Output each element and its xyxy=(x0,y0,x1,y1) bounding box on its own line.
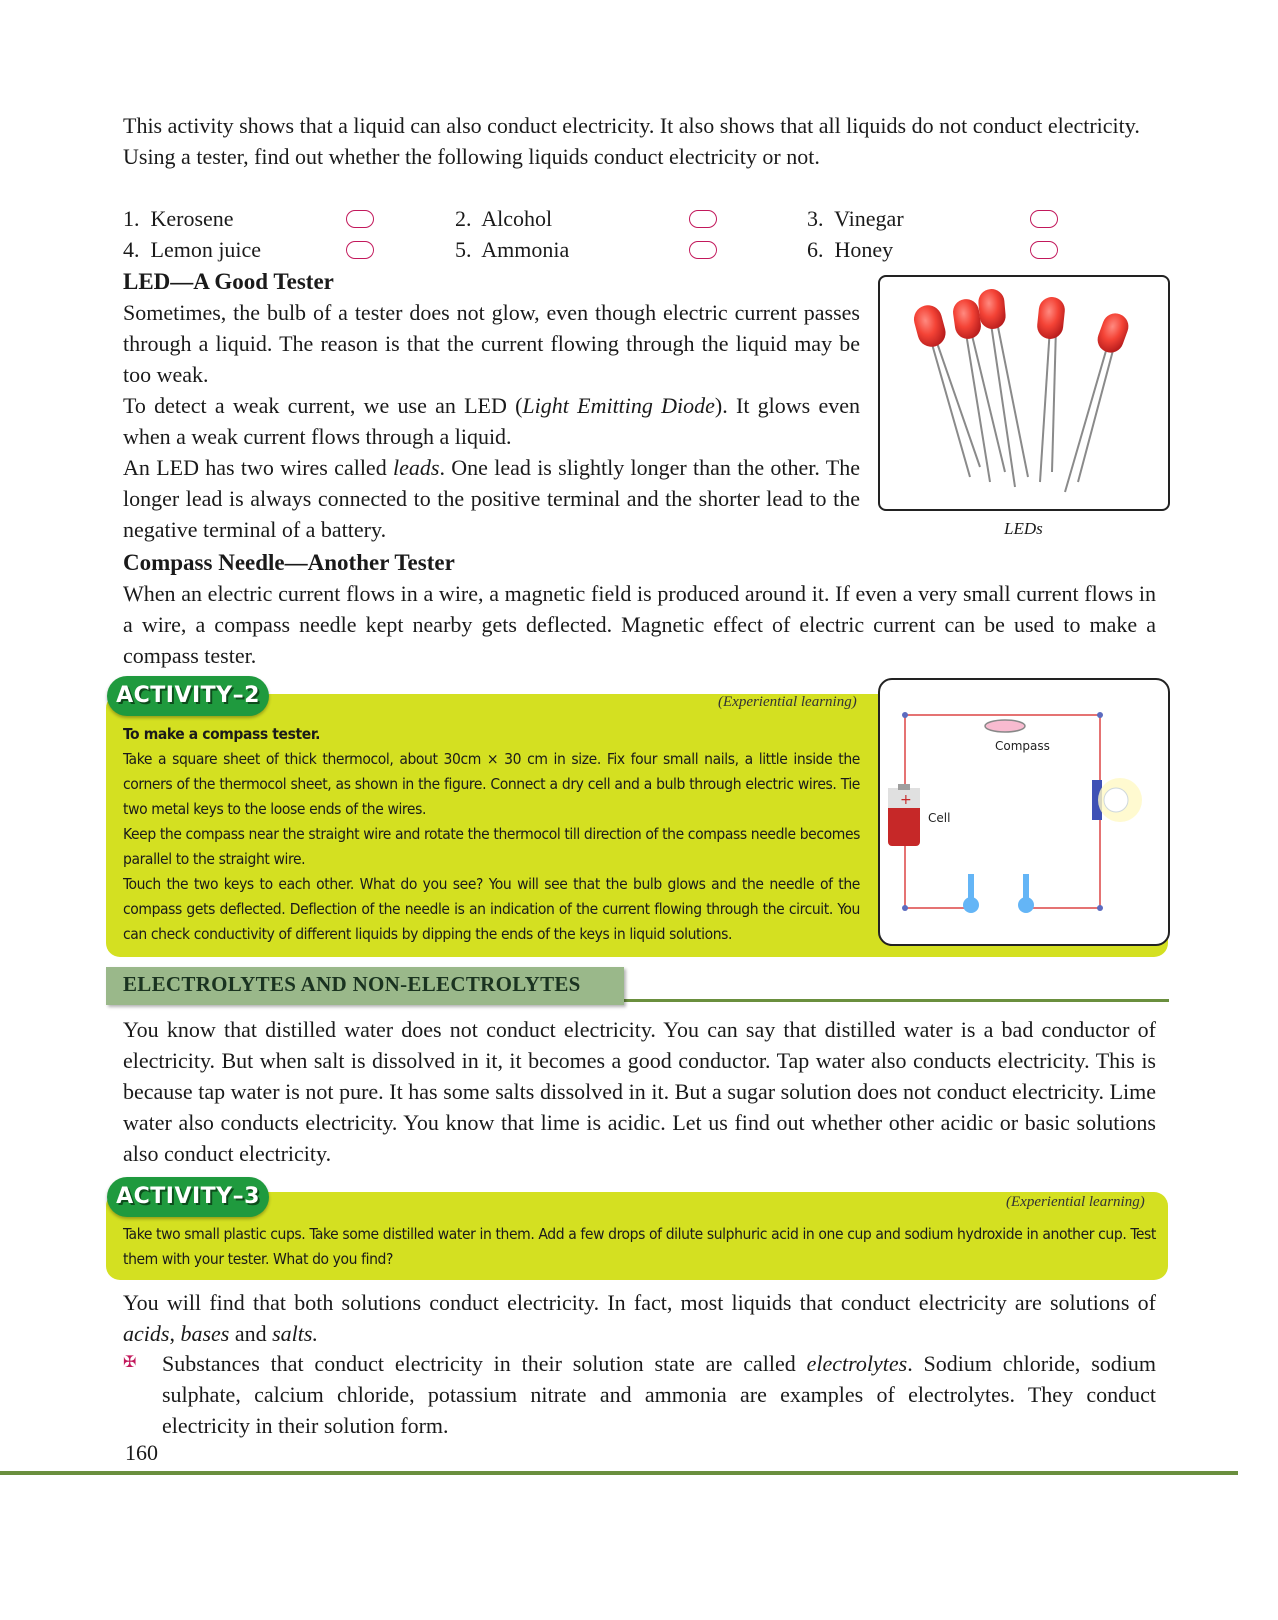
svg-text:+: + xyxy=(900,792,912,808)
activity-2-title: To make a compass tester. xyxy=(123,725,321,743)
answer-oval[interactable] xyxy=(689,241,717,259)
electrolytes-heading: ELECTROLYTES AND NON-ELECTROLYTES xyxy=(123,972,581,996)
cell-icon xyxy=(888,784,920,846)
list-item: 4. Lemon juice xyxy=(123,237,262,262)
activity-3-text: Take two small plastic cups. Take some distilled water in them. Add a few drops of dilute sulphuric acid in one cup and sodium hydroxide in another cup. Test them with your tester. What do you find? xyxy=(123,1225,1156,1268)
intro-paragraph xyxy=(123,110,1156,172)
conclusion-paragraph: You will find that both solutions conduct electricity. In fact, most liquids that conduct electricity are solutions of acids, bases and salts. xyxy=(123,1290,1156,1346)
compass-label: Compass xyxy=(995,739,1050,753)
bulb-icon xyxy=(1092,778,1142,822)
led-photo xyxy=(878,275,1170,511)
led-paragraph: Sometimes, the bulb of a tester does not glow, even though electric current passes through a liquid. The reason is that the current flowing through the liquid may be too weak. To detect a weak current, we use an LED (Light Emitting Diode). It glows even when a weak current flows through a liquid. An LED has two wires called leads. One lead is slightly longer than the other. The longer lead is always connected to the positive terminal and the shorter lead to the negative terminal of a battery. xyxy=(123,300,861,542)
circuit-illustration xyxy=(880,680,1168,944)
cell-label: Cell xyxy=(928,811,951,825)
led-heading: LED—A Good Tester xyxy=(123,269,334,294)
answer-oval[interactable] xyxy=(346,210,374,228)
list-item: 2. Alcohol xyxy=(455,206,553,231)
led-illustration xyxy=(880,277,1168,509)
intro-text-1: This activity shows that a liquid can also conduct electricity. It also shows that all liquids do not conduct electricity. xyxy=(123,113,1140,138)
compass-paragraph: When an electric current flows in a wire, a magnetic field is produced around it. If even a very small current flows in a wire, a compass needle kept nearby gets deflected. Magnetic effect of electric current can be used to make a compass tester. xyxy=(123,581,1156,668)
bullet-paragraph: Substances that conduct electricity in their solution state are called electrolytes. Sodium chloride, sodium sulphate, calcium chloride, potassium nitrate and ammonia are examples of electrolytes. They conduct electricity in their solution form. xyxy=(162,1351,1157,1438)
answer-oval[interactable] xyxy=(346,241,374,259)
compass-heading: Compass Needle—Another Tester xyxy=(123,550,455,575)
activity-3-tag: (Experiential learning) xyxy=(1006,1194,1145,1210)
activity-3-badge: ACTIVITY–3 xyxy=(107,1177,269,1217)
intro-text-2: Using a tester, find out whether the following liquids conduct electricity or not. xyxy=(123,144,820,169)
compass-tester-diagram xyxy=(878,678,1170,946)
answer-oval[interactable] xyxy=(1030,210,1058,228)
list-item: 5. Ammonia xyxy=(455,237,570,262)
list-item: 6. Honey xyxy=(807,237,894,262)
list-item: 1. Kerosene xyxy=(123,206,234,231)
activity-2-text: To make a compass tester. Take a square sheet of thick thermocol, about 30cm × 30 cm in size. Fix four small nails, a little inside the corners of the thermocol sheet, as shown in the figure. Connect a dry cell and a bulb through electric wires. Tie two metal keys to the loose ends of the wires. Keep the compass near the straight wire and rotate the thermocol till direction of the compass needle becomes parallel to the straight wire. Touch the two keys to each other. What do you see? You will see that the bulb glows and the needle of the compass gets deflected. Deflection of the needle is an indication of the current flowing through the circuit. You can check conductivity of different liquids by dipping the ends of the keys in liquid solutions. xyxy=(123,725,860,943)
key-icon xyxy=(963,874,1034,913)
footer-rule xyxy=(0,1471,1238,1475)
activity-2-badge: ACTIVITY–2 xyxy=(107,676,269,716)
electrolytes-paragraph: You know that distilled water does not conduct electricity. You can say that distilled water is a bad conductor of electricity. But when salt is dissolved in it, it becomes a good conductor. Tap water also conducts electricity. This is because tap water is not pure. It has some salts dissolved in it. But a sugar solution does not conduct electricity. Lime water also conducts electricity. You know that lime is acidic. Let us find out whether other acidic or basic solutions also conduct electricity. xyxy=(123,1017,1156,1166)
activity-2-tag: (Experiential learning) xyxy=(718,694,857,710)
answer-oval[interactable] xyxy=(689,210,717,228)
list-item: 3. Vinegar xyxy=(807,206,904,231)
page-number: 160 xyxy=(125,1440,158,1465)
answer-oval[interactable] xyxy=(1030,241,1058,259)
led-caption: LEDs xyxy=(1004,519,1043,538)
bullet-cross-icon: ✠ xyxy=(123,1354,137,1371)
compass-icon xyxy=(985,720,1025,732)
